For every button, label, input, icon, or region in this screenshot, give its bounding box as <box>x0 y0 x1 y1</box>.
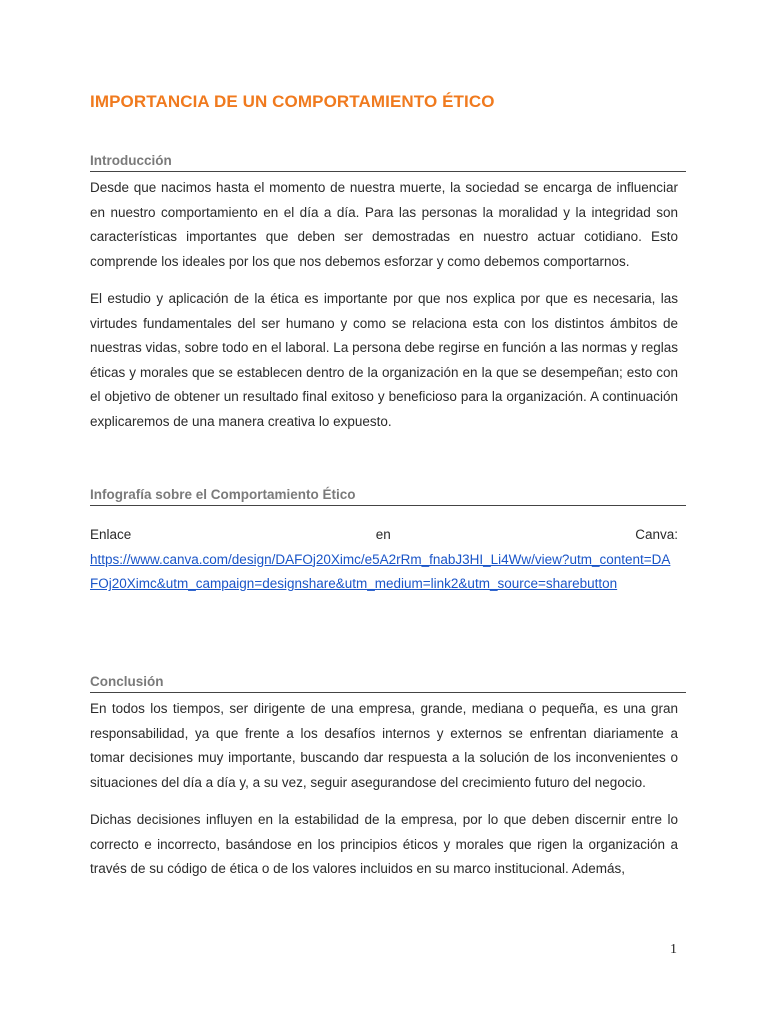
introduccion-paragraph-2: El estudio y aplicación de la ética es importante por que nos explica por que es necesaria, las virtudes fundamentales del ser humano y como se relaciona esta con los distintos ámbitos de nuestras vidas, sobre todo en el laboral. La persona debe regirse en función a las normas y reglas éticas y morales que se establecen dentro de la organización en la que se desempeñan; esto con el objetivo de obtener un resultado final exitoso y beneficioso para la organización. A continuación explicaremos de una manera creativa lo expuesto. <box>90 291 678 429</box>
label-word-enlace: Enlace <box>90 527 132 542</box>
conclusion-heading: Conclusión <box>90 674 686 693</box>
conclusion-paragraph-1: En todos los tiempos, ser dirigente de una empresa, grande, mediana o pequeña, es una gran responsabilidad, ya que frente a los desafíos internos y externos se enfrentan diariamente a tomar decisiones muy importante, buscando dar respuesta a la solución de los inconvenientes o situaciones del día a día y, a su vez, seguir asegurandose del crecimiento futuro del negocio. <box>90 701 678 790</box>
document-title: IMPORTANCIA DE UN COMPORTAMIENTO ÉTICO <box>90 92 495 111</box>
page-number: 1 <box>670 942 677 957</box>
introduccion-paragraph-1: Desde que nacimos hasta el momento de nuestra muerte, la sociedad se encarga de influenciar en nuestro comportamiento en el día a día. Para las personas la moralidad y la integridad son características importantes que deben ser demostradas en nuestro actuar cotidiano. Esto comprende los ideales por los que nos debemos esforzar y como debemos comportarnos. <box>90 180 678 269</box>
infografia-heading: Infografía sobre el Comportamiento Ético <box>90 487 686 506</box>
canva-link-block <box>90 523 678 597</box>
introduccion-heading: Introducción <box>90 153 686 172</box>
label-word-en: en <box>375 527 391 542</box>
label-word-canva: Canva: <box>635 527 678 542</box>
canva-link-label <box>90 523 678 548</box>
canva-link[interactable]: https://www.canva.com/design/DAFOj20Ximc/e5A2rRm_fnabJ3HI_Li4Ww/view?utm_content=DAFOj20Ximc&utm_campaign=designshare&utm_medium=link2&utm_source=sharebutton <box>90 551 671 592</box>
conclusion-paragraph-2: Dichas decisiones influyen en la estabilidad de la empresa, por lo que deben discernir entre lo correcto e incorrecto, basándose en los principios éticos y morales que rigen la organización a través de su código de ética o de los valores incluidos en su marco institucional. Además, <box>90 812 678 877</box>
